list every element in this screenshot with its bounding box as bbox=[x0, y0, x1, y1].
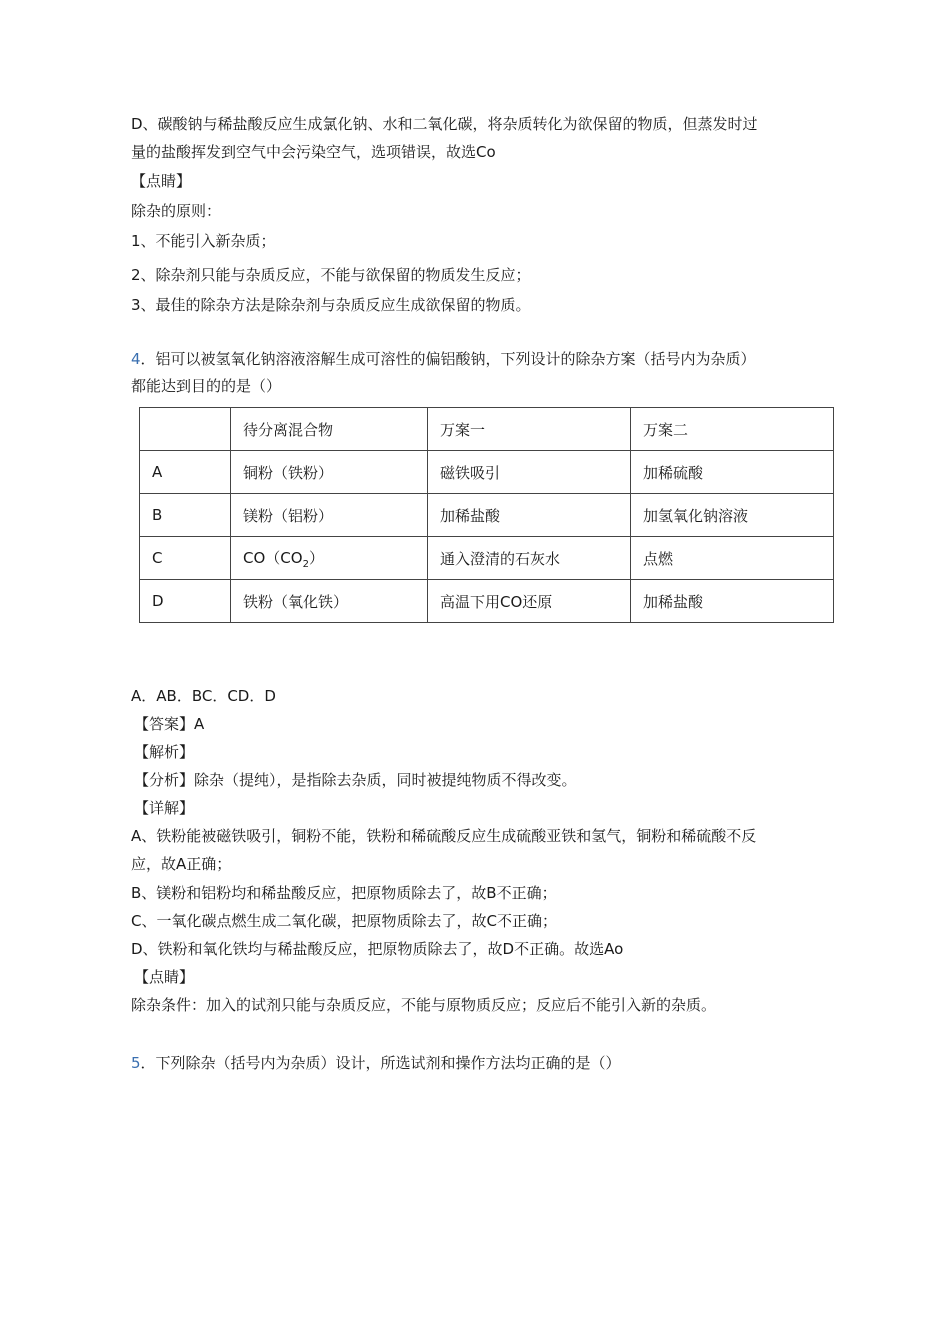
fenxi-text: 【分析】除杂（提纯），是指除去杂质，同时被提纯物质不得改变。 bbox=[134, 771, 577, 789]
mixture-cell: 镁粉（铝粉） bbox=[231, 494, 428, 537]
q4-choices: A．AB．BC．CD．D bbox=[131, 687, 276, 705]
table-header-cell: 万案二 bbox=[631, 408, 834, 451]
plan1-cell: 高温下用CO还原 bbox=[428, 580, 631, 623]
q4-answer: 【答案】A bbox=[134, 715, 205, 733]
row-label: D bbox=[140, 580, 231, 623]
table-header-cell: 待分离混合物 bbox=[231, 408, 428, 451]
plan2-cell: 加稀盐酸 bbox=[631, 580, 834, 623]
q4-stem-line2: 都能达到目的的是（） bbox=[131, 377, 282, 395]
dianjing-label: 【点睛】 bbox=[131, 172, 192, 190]
analysis-label: 【解析】 bbox=[134, 743, 195, 761]
q5-stem-text: ．下列除杂（括号内为杂质）设计，所选试剂和操作方法均正确的是（） bbox=[140, 1054, 621, 1072]
plan2-cell: 加氢氧化钠溶液 bbox=[631, 494, 834, 537]
mixture-text-end: ） bbox=[308, 548, 324, 567]
q5-number: 5 bbox=[131, 1054, 141, 1072]
table-row bbox=[140, 580, 834, 623]
row-label: A bbox=[140, 451, 231, 494]
detail-a-line1: A、铁粉能被磁铁吸引，铜粉不能，铁粉和稀硫酸反应生成硫酸亚铁和氢气，铜粉和稀硫酸不反 bbox=[131, 827, 757, 845]
q4-stem-line1 bbox=[131, 349, 756, 369]
q4-options-table bbox=[139, 407, 834, 623]
prev-answer-d-line2: 量的盐酸挥发到空气中会污染空气，选项错误，故选Co bbox=[131, 143, 496, 161]
prev-answer-d-line1: D、碳酸钠与稀盐酸反应生成氯化钠、水和二氧化碳，将杂质转化为欲保留的物质，但蒸发时过 bbox=[131, 115, 758, 133]
table-row bbox=[140, 494, 834, 537]
row-label: B bbox=[140, 494, 231, 537]
plan1-cell: 通入澄清的石灰水 bbox=[428, 537, 631, 580]
table-header-row bbox=[140, 408, 834, 451]
plan2-cell: 加稀硫酸 bbox=[631, 451, 834, 494]
detail-a-line2: 应，故A正确； bbox=[131, 855, 232, 873]
dianjing-label-2: 【点睛】 bbox=[134, 968, 195, 986]
plan2-cell: 点燃 bbox=[631, 537, 834, 580]
subscript: 2 bbox=[302, 558, 309, 570]
detail-c: C、一氧化碳点燃生成二氧化碳，把原物质除去了，故C不正确； bbox=[131, 912, 557, 930]
mixture-cell bbox=[231, 537, 428, 580]
xiangjie-label: 【详解】 bbox=[134, 799, 195, 817]
table-row bbox=[140, 537, 834, 580]
detail-b: B、镁粉和铝粉均和稀盐酸反应，把原物质除去了，故B不正确； bbox=[131, 884, 557, 902]
mixture-text: CO（CO bbox=[243, 548, 303, 567]
condition-text: 除杂条件：加入的试剂只能与杂质反应，不能与原物质反应；反应后不能引入新的杂质。 bbox=[131, 996, 717, 1014]
table-header-cell: 万案一 bbox=[428, 408, 631, 451]
q4-stem-text: ．铝可以被氢氧化钠溶液溶解生成可溶性的偏铝酸钠，下列设计的除杂方案（括号内为杂质） bbox=[140, 350, 756, 368]
detail-d: D、铁粉和氧化铁均与稀盐酸反应，把原物质除去了，故D不正确。故选Ao bbox=[131, 940, 624, 958]
q5-stem bbox=[131, 1053, 621, 1073]
mixture-cell: 铁粉（氧化铁） bbox=[231, 580, 428, 623]
principle-title: 除杂的原则： bbox=[131, 202, 222, 220]
rule-2: 2、除杂剂只能与杂质反应，不能与欲保留的物质发生反应； bbox=[131, 266, 531, 284]
rule-3: 3、最佳的除杂方法是除杂剂与杂质反应生成欲保留的物质。 bbox=[131, 296, 531, 314]
table-row bbox=[140, 451, 834, 494]
plan1-cell: 加稀盐酸 bbox=[428, 494, 631, 537]
rule-1: 1、不能引入新杂质； bbox=[131, 232, 276, 250]
plan1-cell: 磁铁吸引 bbox=[428, 451, 631, 494]
row-label: C bbox=[140, 537, 231, 580]
q4-number: 4 bbox=[131, 350, 141, 368]
table-header-cell bbox=[140, 408, 231, 451]
mixture-cell: 铜粉（铁粉） bbox=[231, 451, 428, 494]
